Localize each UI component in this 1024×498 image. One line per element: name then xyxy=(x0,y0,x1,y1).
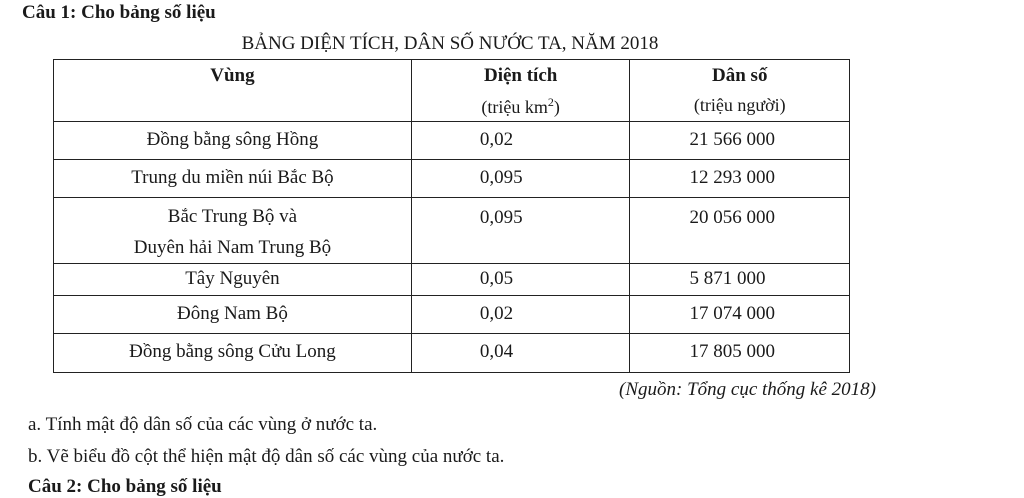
cell-area xyxy=(411,296,630,334)
region-name: Đồng bằng sông Cửu Long xyxy=(129,341,336,362)
population-value: 5 871 000 xyxy=(689,268,766,289)
table-row xyxy=(54,198,850,264)
header-area xyxy=(411,60,630,122)
region-name: Đông Nam Bộ xyxy=(177,303,288,324)
area-value: 0,095 xyxy=(479,167,523,188)
header-region-label: Vùng xyxy=(210,65,255,86)
area-unit-text: (triệu km xyxy=(481,97,548,117)
area-value: 0,02 xyxy=(479,129,514,150)
cell-region xyxy=(54,160,412,198)
cell-area xyxy=(411,198,630,264)
area-unit-close: ) xyxy=(553,97,560,117)
cell-region xyxy=(54,198,412,264)
region-name: Trung du miền núi Bắc Bộ xyxy=(131,167,334,188)
cell-population xyxy=(630,160,850,198)
table-header-row xyxy=(54,60,850,122)
cell-population xyxy=(630,296,850,334)
cell-population xyxy=(630,264,850,296)
cell-area xyxy=(411,264,630,296)
header-population-unit: (triệu người) xyxy=(693,95,786,115)
population-value: 20 056 000 xyxy=(689,207,775,228)
table-row xyxy=(54,296,850,334)
cell-area xyxy=(411,160,630,198)
area-value: 0,05 xyxy=(479,268,514,289)
header-region xyxy=(54,60,412,122)
area-value: 0,04 xyxy=(479,341,514,362)
region-name-line-1: Bắc Trung Bộ và xyxy=(167,206,298,227)
area-value: 0,02 xyxy=(479,303,514,324)
region-name-line-2: Duyên hải Nam Trung Bộ xyxy=(133,237,332,258)
cell-population xyxy=(630,334,850,373)
area-value: 0,095 xyxy=(479,207,523,228)
header-population-label: Dân số xyxy=(712,65,768,86)
table-row xyxy=(54,160,850,198)
area-unit-superscript: 2 xyxy=(547,95,554,109)
population-value: 17 074 000 xyxy=(689,303,775,324)
cell-area xyxy=(411,122,630,160)
source-note: (Nguồn: Tổng cục thống kê 2018) xyxy=(619,379,876,400)
region-name: Tây Nguyên xyxy=(185,268,280,289)
cell-population xyxy=(630,122,850,160)
table-title: BẢNG DIỆN TÍCH, DÂN SỐ NƯỚC TA, NĂM 2018 xyxy=(241,33,659,54)
data-table xyxy=(53,59,850,373)
cell-region xyxy=(54,334,412,373)
population-value: 21 566 000 xyxy=(689,129,775,150)
cell-population xyxy=(630,198,850,264)
header-population xyxy=(630,60,850,122)
cell-region xyxy=(54,296,412,334)
population-value: 12 293 000 xyxy=(689,167,775,188)
table-row xyxy=(54,122,850,160)
table-row xyxy=(54,334,850,373)
region-name: Đồng bằng sông Hồng xyxy=(146,129,319,150)
cell-region xyxy=(54,264,412,296)
table-row xyxy=(54,264,850,296)
population-value: 17 805 000 xyxy=(689,341,775,362)
header-area-unit xyxy=(412,95,630,118)
task-b: b. Vẽ biểu đồ cột thể hiện mật độ dân số các vùng của nước ta. xyxy=(28,446,505,467)
header-area-label: Diện tích xyxy=(483,65,558,86)
cell-region xyxy=(54,122,412,160)
question-2-heading: Câu 2: Cho bảng số liệu xyxy=(28,476,222,497)
question-1-heading: Câu 1: Cho bảng số liệu xyxy=(22,2,216,23)
cell-area xyxy=(411,334,630,373)
task-a: a. Tính mật độ dân số của các vùng ở nước ta. xyxy=(28,414,378,435)
